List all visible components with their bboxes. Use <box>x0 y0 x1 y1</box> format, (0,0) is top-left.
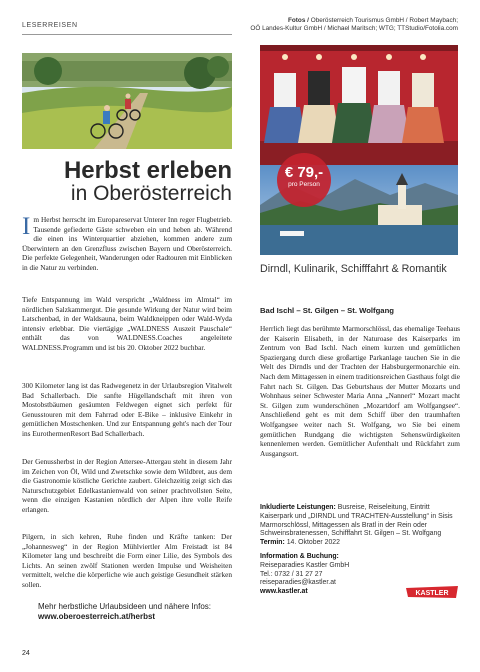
offer-route: Bad Ischl – St. Gilgen – St. Wolfgang <box>260 306 394 315</box>
booking-label: Information & Buchung: <box>260 553 339 560</box>
article-body <box>22 215 232 273</box>
page-number: 24 <box>22 650 30 657</box>
booking-company: Reiseparadies Kastler GmbH <box>260 561 350 569</box>
section-tag: LESERREISEN <box>22 22 78 29</box>
offer-title: Dirndl, Kulinarik, Schifffahrt & Romantik <box>260 263 447 275</box>
paragraph-1 <box>22 215 232 273</box>
price-badge <box>277 153 331 207</box>
booking-url[interactable]: www.kastler.at <box>260 588 308 596</box>
credits-line-2: OÖ Landes-Kultur GmbH / Michael Maritsch; WTG; TTStudio/Fotolia.com <box>250 25 458 32</box>
article-title: Herbst erleben <box>63 157 232 184</box>
header-divider <box>22 34 232 35</box>
termin-label: Termin: <box>260 539 285 547</box>
offer-description: Herrlich liegt das berühmte Marmorschlössl, das ehemalige Teehaus der Kaiserin Elisabeth, in der Naturoase des Kaiserparks im Zentrum von Bad Ischl. Nach einem kurzen und gemütlichen Spaziergang durch diese großartige Parkanlage tauchen Sie in die Welt des Dirndls und der Trachten der Habsburgermonarchie ein. Nach dem Mittagessen in einem traditionsreichen Gasthaus folgt die Fahrt nach St. Gilgen. Das Geburtshaus der Mutter Mozarts und Wohnhaus seiner Schwester Maria Anna „Nannerl“ Mozart macht St. Gilgen zum wunderschönen „Mozartdorf am Wolfgangsee“. Anschließend geht es mit dem Schiff über den traumhaften Wolfgangsee weiter nach St. Wolfgang, wo Sie bei einem gemütlichen Rundgang die wichtigsten Sehenswürdigkeiten kennenlernen werden. Gemütlicher Aufenthalt und Rückfahrt zum Ausgangsort. <box>260 324 460 458</box>
booking-email[interactable]: reiseparadies@kastler.at <box>260 579 336 587</box>
termin-value: 14. Oktober 2022 <box>286 539 340 547</box>
cyclists-photo <box>22 53 232 149</box>
kastler-logo-text: KASTLER <box>415 590 449 597</box>
article-subtitle: in Oberösterreich <box>70 182 232 205</box>
credits-label: Fotos / <box>287 17 309 24</box>
credits-line-1: Oberösterreich Tourismus GmbH / Robert Maybach; <box>310 17 458 24</box>
photo-credits <box>198 17 458 33</box>
paragraph-4: Der Genussherbst in der Region Attersee-Attergau steht in diesem Jahr im Zeichen von Öl, Wild und Zwetschke sowie dem Wildbret, aus dem die Gastronomie köstliche Gerichte zaubert. Gleichzeitig zeigt sich das Naturschutzgebiet Edelkastanienwald von seiner prachtvollsten Seite, wenn die einzigen Kastanien nördlich der Alpen ihre volle Reife erlangen. <box>22 457 232 514</box>
paragraph-5: Pilgern, in sich kehren, Ruhe finden und Kräfte tanken: Der „Johannesweg“ in der Region Mühlviertler Alm Freistadt ist 84 Kilometer lang und beschreibt die Form einer Lilie, des Symbols des Lichts. An seinen zwölf Stationen werden Impulse und Weisheiten vermittelt, welche die körperliche wie auch geistige Gesundheit stärken sollen. <box>22 532 232 589</box>
inclusions-label: Inkludierte Leistungen: <box>260 504 336 511</box>
inclusions-text: Busreise, Reiseleitung, Eintritt Kaiserpark und „DIRNDL und TRACHTEN-Ausstellung“ in Sisis Marmorschlössl, Mittagessen als Bratl in der Rein oder Schweinsbratenessen, Schifffahrt St. Gilgen – St. Wolfgang <box>260 504 453 538</box>
paragraph-2: Tiefe Entspannung im Wald verspricht „Waldness im Almtal“ im nördlichen Salzkammergut. Die gesunde Wirkung der Natur wird beim Latschenbad, in der Waldsauna, beim Waldkneippen oder Wald-Wyda intensiv erlebbar. Die viertägige „WALDNESS Auszeit Pauschale“ enthält das von WALDNESS.Coaches angeleitete WALDNESS.Programm und ist bis 20. Oktober 2022 buchbar. <box>22 295 232 352</box>
contact-text: Mehr herbstliche Urlaubsideen und nähere Infos: <box>38 602 211 611</box>
contact-link[interactable]: www.oberoesterreich.at/herbst <box>38 612 156 621</box>
paragraph-1-text: m Herbst herrscht im Europareservat Unterer Inn reger Flugbetrieb. Tausende gefiederte Gäste schweben ein und heben ab. Während die einen ins Winterquartier abziehen, kommen andere zum Überwintern an den Grenzfluss zwischen Bayern und Oberösterreich. Die perfekte Gelegenheit, Wanderungen oder Radtouren mit Einblicken in die Natur zu verbinden. <box>22 215 232 272</box>
paragraph-3: 300 Kilometer lang ist das Radwegenetz in der Urlaubsregion Vitalwelt Bad Schallerbach. Die sanfte Hügellandschaft mit ihren von Mostobstbäumen gesäumten Feldwegen eignet sich perfekt für Genusstouren mit dem Fahrrad oder E-Bike – inklusive Einkehr in gemütlichen Mostschenken. Und zur Entspannung geht's nach der Tour ins EurothermenResort Bad Schallerbach. <box>22 381 232 438</box>
offer-inclusions <box>260 504 460 548</box>
drop-cap: I <box>22 213 31 240</box>
price-note: pro Person <box>288 181 320 188</box>
booking-phone: Tel.: 0732 / 31 27 27 <box>260 570 323 578</box>
kastler-logo <box>404 585 460 599</box>
dirndl-exhibition-photo <box>260 45 458 165</box>
price-value: € 79,- <box>284 164 324 181</box>
contact-block <box>38 602 238 622</box>
